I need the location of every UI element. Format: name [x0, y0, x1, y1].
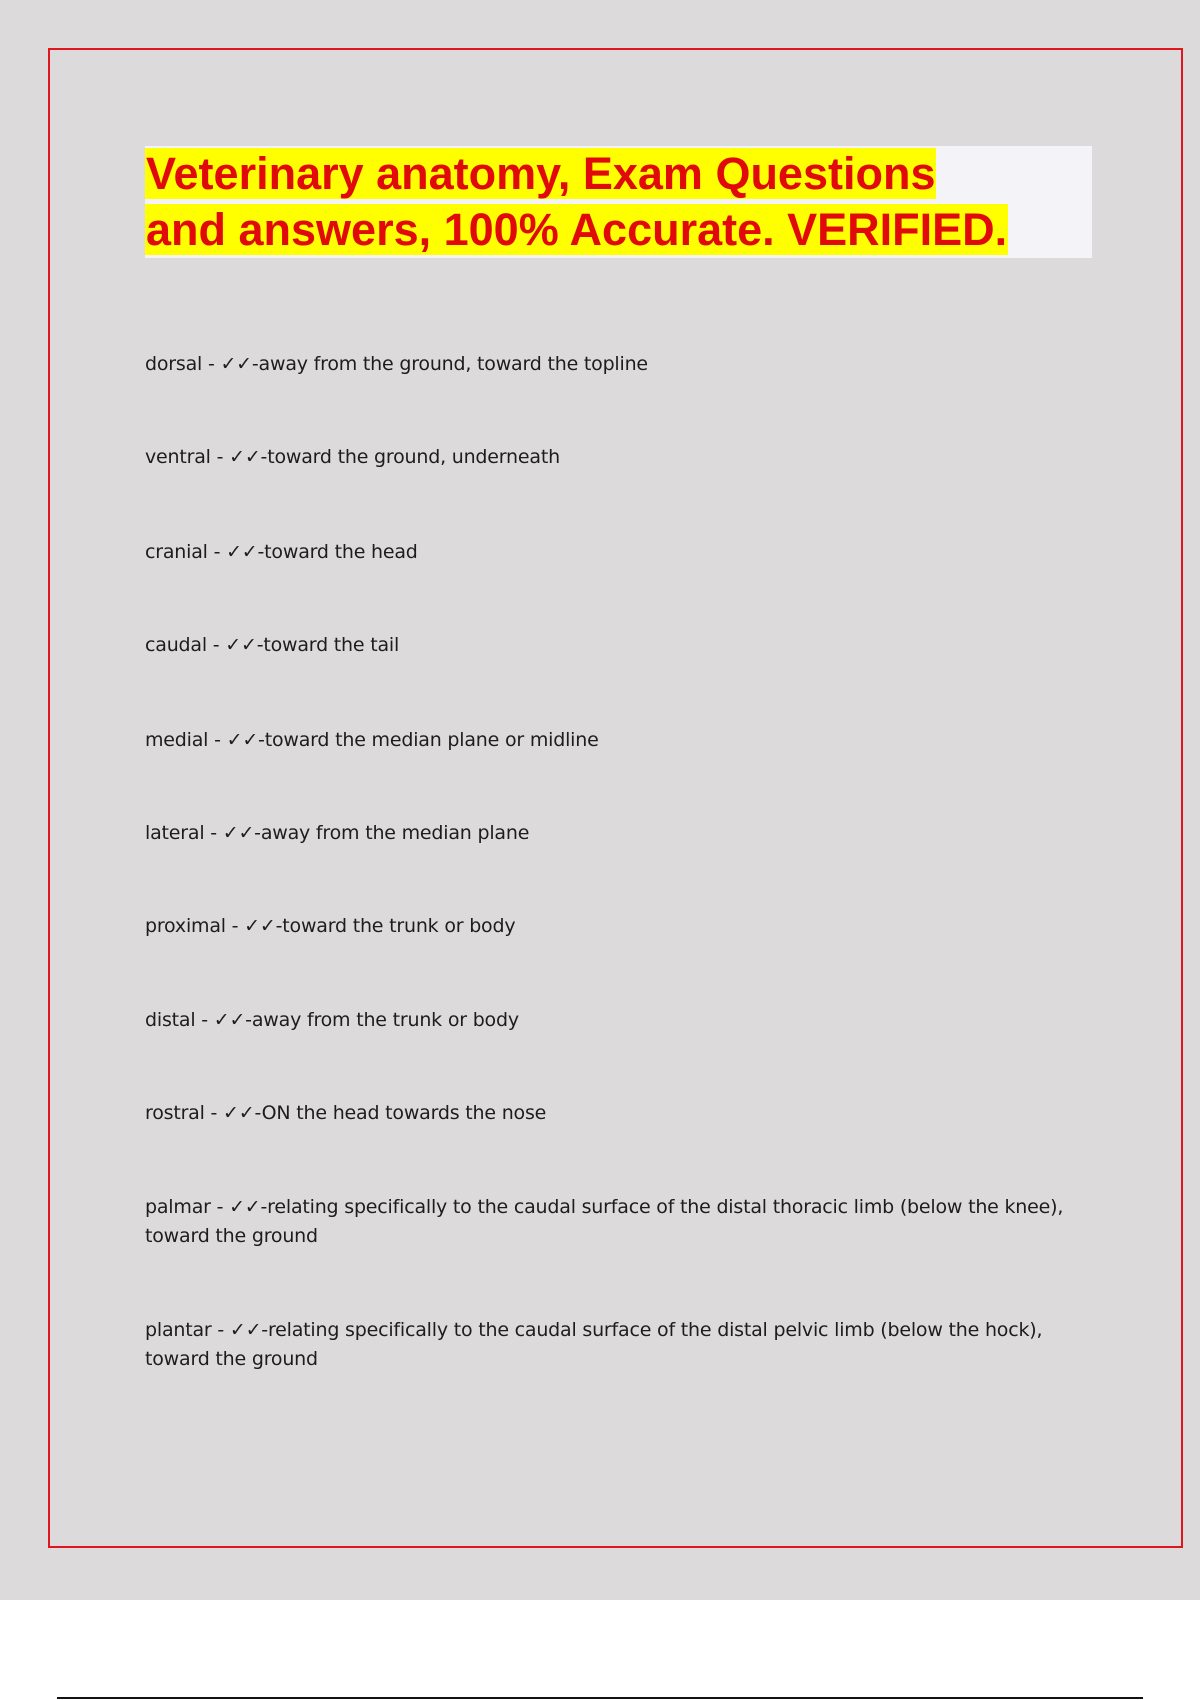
term-entry-cranial: cranial - ✓✓-toward the head	[145, 541, 418, 563]
document-title	[145, 146, 1092, 258]
title-block	[145, 146, 1092, 258]
title-line-2: and answers, 100% Accurate. VERIFIED.	[146, 204, 1008, 255]
term-entry-dorsal: dorsal - ✓✓-away from the ground, toward the topline	[145, 353, 648, 375]
term-entry-lateral: lateral - ✓✓-away from the median plane	[145, 822, 530, 844]
term-entry-ventral: ventral - ✓✓-toward the ground, underneath	[145, 446, 560, 468]
term-entry-palmar: palmar - ✓✓-relating specifically to the caudal surface of the distal thoracic limb (below the knee), toward the ground	[145, 1196, 1064, 1247]
term-entry-caudal: caudal - ✓✓-toward the tail	[145, 634, 400, 656]
title-line-1: Veterinary anatomy, Exam Questions	[146, 148, 936, 199]
term-entry-distal: distal - ✓✓-away from the trunk or body	[145, 1009, 519, 1031]
term-entry-medial: medial - ✓✓-toward the median plane or midline	[145, 729, 599, 751]
footer-divider	[57, 1697, 1143, 1699]
term-entry-plantar: plantar - ✓✓-relating specifically to the caudal surface of the distal pelvic limb (below the hock), toward the ground	[145, 1319, 1043, 1370]
term-entry-proximal: proximal - ✓✓-toward the trunk or body	[145, 915, 516, 937]
term-entry-rostral: rostral - ✓✓-ON the head towards the nose	[145, 1102, 547, 1124]
